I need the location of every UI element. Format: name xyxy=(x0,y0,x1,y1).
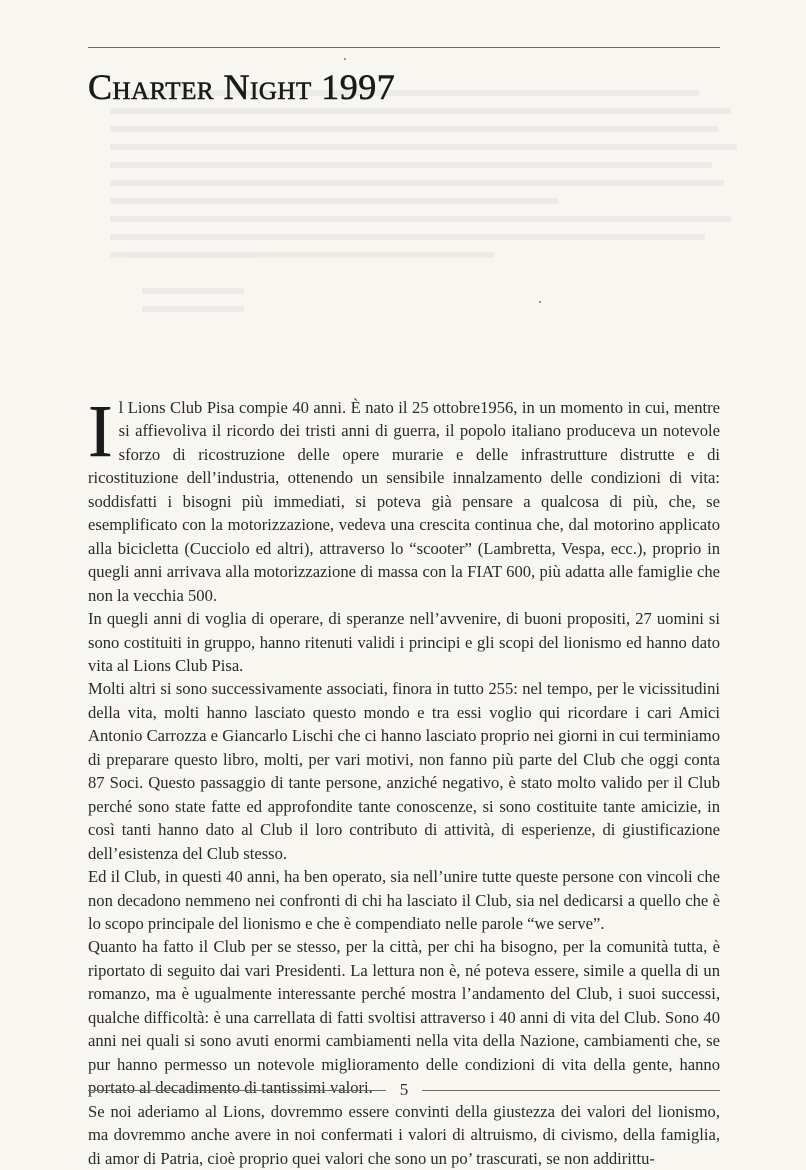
bleed-through-texture xyxy=(110,90,750,350)
paragraph xyxy=(88,391,720,607)
paragraph: Ed il Club, in questi 40 anni, ha ben operato, sia nell’unire tutte queste persone con vincoli che non decadono nemmeno nei confronti di chi ha lasciato il Club, sia nel dedicarsi a quello che è lo scopo principale del lionismo e che è compendiato nelle parole “we serve”. xyxy=(88,867,720,933)
paragraph: Se noi aderiamo al Lions, dovremmo essere convinti della giustezza dei valori del lionismo, ma dovremmo anche avere in noi confermati i valori di altruismo, di civismo, della famiglia, di amor di Patria, cioè proprio quei valori che sono un po’ trascurati, se non addirittu- xyxy=(88,1101,720,1168)
header-rule xyxy=(88,47,720,48)
paper-speck xyxy=(344,58,346,60)
page-number: 5 xyxy=(399,1080,409,1099)
footer-rule-right xyxy=(422,1090,720,1091)
page-title: Charter Night 1997 xyxy=(88,67,396,107)
drop-cap: I xyxy=(88,391,113,473)
paragraph: Quanto ha fatto il Club per se stesso, per la città, per chi ha bisogno, per la comunità tutta, è riportato di seguito dai vari Presidenti. La lettura non è, né poteva essere, simile a quella di un romanzo, ma è ugualmente interessante perché mostra l’andamento del Club, i suoi successi, qualche difficoltà: è una carrellata di fatti svoltisi attraverso i 40 anni di vita del Club. Sono 40 anni nei quali si sono avuti enormi cambiamenti nella vita della Nazione, cambiamenti che, se pur hanno permesso un notevole miglioramento delle condizioni di vita della gente, hanno portato al decadimento di tantissimi valori. xyxy=(88,937,720,1098)
paper-speck xyxy=(539,301,541,303)
paragraph: Molti altri si sono successivamente associati, finora in tutto 255: nel tempo, per le vicissitudini della vita, molti hanno lasciato questo mondo e tra essi voglio qui ricordare i cari Amici Antonio Carrozza e Giancarlo Lischi che ci hanno lasciato proprio nei giorni in cui terminiamo di preparare questo libro, molti, per vari motivi, non fanno più parte del Club che oggi conta 87 Soci. Questo passaggio di tante persone, anziché negativo, è stato molto valido per il Club perché sono state fatte ed approfondite tante conoscenze, si sono costituite tante amicizie, in così tanti hanno dato al Club il loro contributo di attività, di esperienze, di giustificazione dell’esistenza del Club stesso. xyxy=(88,679,720,863)
page-footer xyxy=(88,1077,720,1103)
paragraph: In quegli anni di voglia di operare, di speranze nell’avvenire, di buoni propositi, 27 uomini si sono costituiti in gruppo, hanno ritenuti validi i principi e gli scopi del lionismo ed hanno dato vita al Lions Club Pisa. xyxy=(88,609,720,675)
article-body xyxy=(88,391,720,1170)
paragraph-text: l Lions Club Pisa compie 40 anni. È nato il 25 ottobre1956, in un momento in cui, mentre si affievoliva il ricordo dei tristi anni di guerra, il popolo italiano produceva un notevole sforzo di ricostruzione delle opere murarie e delle infrastrutture distrutte e di ricostituzione dell’industria, ottenendo un sensibile innalzamento delle condizioni di vita: soddisfatti i bisogni più immediati, si poteva già pensare a qualcosa di più, che, se esemplificato con la motorizzazione, vedeva una crescita continua che, dal motorino applicato alla bicicletta (Cucciolo ed altri), attraverso lo “scooter” (Lambretta, Vespa, ecc.), proprio in quegli anni arrivava alla motorizzazione di massa con la FIAT 600, più adatta alle famiglie che non la vecchia 500. xyxy=(88,398,720,605)
footer-rule-left xyxy=(88,1090,386,1091)
